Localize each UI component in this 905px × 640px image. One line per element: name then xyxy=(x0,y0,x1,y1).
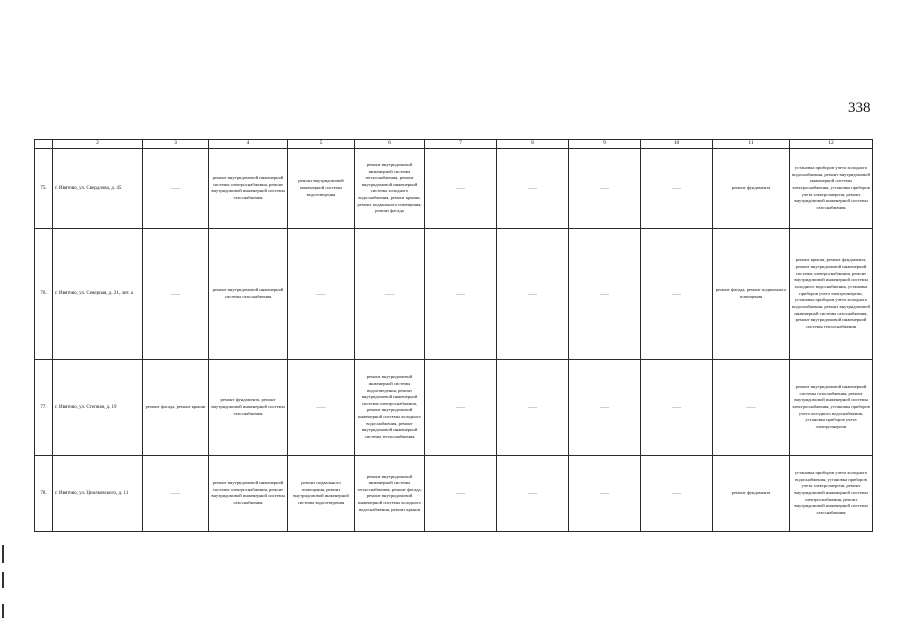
table-row xyxy=(35,148,873,228)
work-cell: —— xyxy=(497,148,569,228)
column-header: 7 xyxy=(425,140,497,149)
column-header: 6 xyxy=(355,140,425,149)
work-cell: —— xyxy=(641,359,713,455)
work-cell: —— xyxy=(497,228,569,359)
work-cell: ремонт внутридомовой инженерной системы газоснабжения, ремонт внутридомовой инженерной системы электроснабжения, установка приборов учета холодного водоснабжения, установка приборов учета электроэнергии xyxy=(790,359,873,455)
work-cell: ремонт внутридомовой инженерной системы теплоснабжения, ремонт фасада, ремонт внутридомовой инженерной системы холодного водоснабжения, ремонт крыши xyxy=(355,455,425,531)
work-cell: —— xyxy=(713,359,790,455)
table-row xyxy=(35,228,873,359)
work-cell: —— xyxy=(569,148,641,228)
work-cell: ремонт фундамента, ремонт внутридомовой инженерной системы газоснабжения xyxy=(209,359,288,455)
work-cell: ремонт внутридомовой инженерной системы водоотведения, ремонт внутридомовой инженерной системы электроснабжения, ремонт внутридомовой инженерной системы холодного водоснабжения, ремонт внутридомовой инженерной системы теплоснабжения xyxy=(355,359,425,455)
column-header: 5 xyxy=(288,140,355,149)
work-cell: установка приборов учета холодного водоснабжения, ремонт внутридомовой инженерной системы электроснабжения, установка приборов учета электроэнергии, ремонт внутридомовой инженерной системы газоснабжения xyxy=(790,148,873,228)
work-cell: ремонт подвального помещения, ремонт внутридомовой инженерной системы водоотведения xyxy=(288,455,355,531)
row-number: 75. xyxy=(35,148,53,228)
address-cell: г. Ивятово, ул. Северная, д. 21, лит. а xyxy=(53,228,143,359)
table-row xyxy=(35,359,873,455)
column-header: 4 xyxy=(209,140,288,149)
page-number: 338 xyxy=(848,100,871,116)
work-cell: ремонт внутридомовой инженерной системы электроснабжения, ремонт внутридомовой инженерной системы газоснабжения xyxy=(209,148,288,228)
address-cell: г. Ивятово, ул. Степная, д. 19 xyxy=(53,359,143,455)
work-cell: ремонт внутридомовой инженерной системы водоотведения xyxy=(288,148,355,228)
work-cell: ремонт внутридомовой инженерной системы теплоснабжения, ремонт внутридомовой инженерной системы холодного водоснабжения, ремонт крыши, ремонт подвального помещения, ремонт фасада xyxy=(355,148,425,228)
work-cell: —— xyxy=(497,359,569,455)
work-cell: ремонт внутридомовой инженерной системы электроснабжения, ремонт внутридомовой инженерной системы газоснабжения xyxy=(209,455,288,531)
scan-edge-mark xyxy=(2,545,4,563)
scan-edge-mark xyxy=(2,604,4,618)
repair-schedule-table xyxy=(34,139,873,532)
work-cell: —— xyxy=(288,228,355,359)
scan-edge-mark xyxy=(2,572,4,588)
column-header: 9 xyxy=(569,140,641,149)
work-cell: —— xyxy=(143,455,209,531)
work-cell: ремонт крыши, ремонт фундамента, ремонт внутридомовой инженерной системы электроснабжения, ремонт внутридомовой инженерной системы холодного водоснабжения, установка приборов учета электроэнергии, установка приборов учета холодного водоснабжения, ремонт внутридомовой инженерной системы газоснабжения, ремонт внутридомовой инженерной системы теплоснабжения xyxy=(790,228,873,359)
column-number-row xyxy=(35,140,873,149)
work-cell: —— xyxy=(641,148,713,228)
row-number: 77. xyxy=(35,359,53,455)
work-cell: —— xyxy=(569,228,641,359)
work-cell: —— xyxy=(425,148,497,228)
work-cell: ремонт фасада, ремонт крыши xyxy=(143,359,209,455)
work-cell: —— xyxy=(355,228,425,359)
column-header: 3 xyxy=(143,140,209,149)
column-header: 10 xyxy=(641,140,713,149)
address-cell: г. Ивятово, ул. Свердлова, д. 45 xyxy=(53,148,143,228)
column-header xyxy=(35,140,53,149)
address-cell: г. Ивятово, ул. Циолковского, д. 11 xyxy=(53,455,143,531)
row-number: 78. xyxy=(35,455,53,531)
column-header: 11 xyxy=(713,140,790,149)
row-number: 76. xyxy=(35,228,53,359)
work-cell: ремонт фундамента xyxy=(713,455,790,531)
table-row xyxy=(35,455,873,531)
work-cell: ремонт фундамента xyxy=(713,148,790,228)
column-header: 2 xyxy=(53,140,143,149)
work-cell: —— xyxy=(425,359,497,455)
work-cell: —— xyxy=(569,455,641,531)
work-cell: —— xyxy=(143,148,209,228)
work-cell: —— xyxy=(288,359,355,455)
work-cell: ремонт внутридомовой инженерной системы газоснабжения xyxy=(209,228,288,359)
column-header: 12 xyxy=(790,140,873,149)
work-cell: —— xyxy=(641,228,713,359)
column-header: 8 xyxy=(497,140,569,149)
work-cell: ремонт фасада, ремонт подвального помещения xyxy=(713,228,790,359)
work-cell: —— xyxy=(425,228,497,359)
work-cell: —— xyxy=(497,455,569,531)
work-cell: —— xyxy=(425,455,497,531)
work-cell: —— xyxy=(641,455,713,531)
work-cell: —— xyxy=(143,228,209,359)
work-cell: установка приборов учета холодного водоснабжения, установка приборов учета электроэнергии, ремонт внутридомовой инженерной системы электроснабжения, ремонт внутридомовой инженерной системы газоснабжения xyxy=(790,455,873,531)
work-cell: —— xyxy=(569,359,641,455)
